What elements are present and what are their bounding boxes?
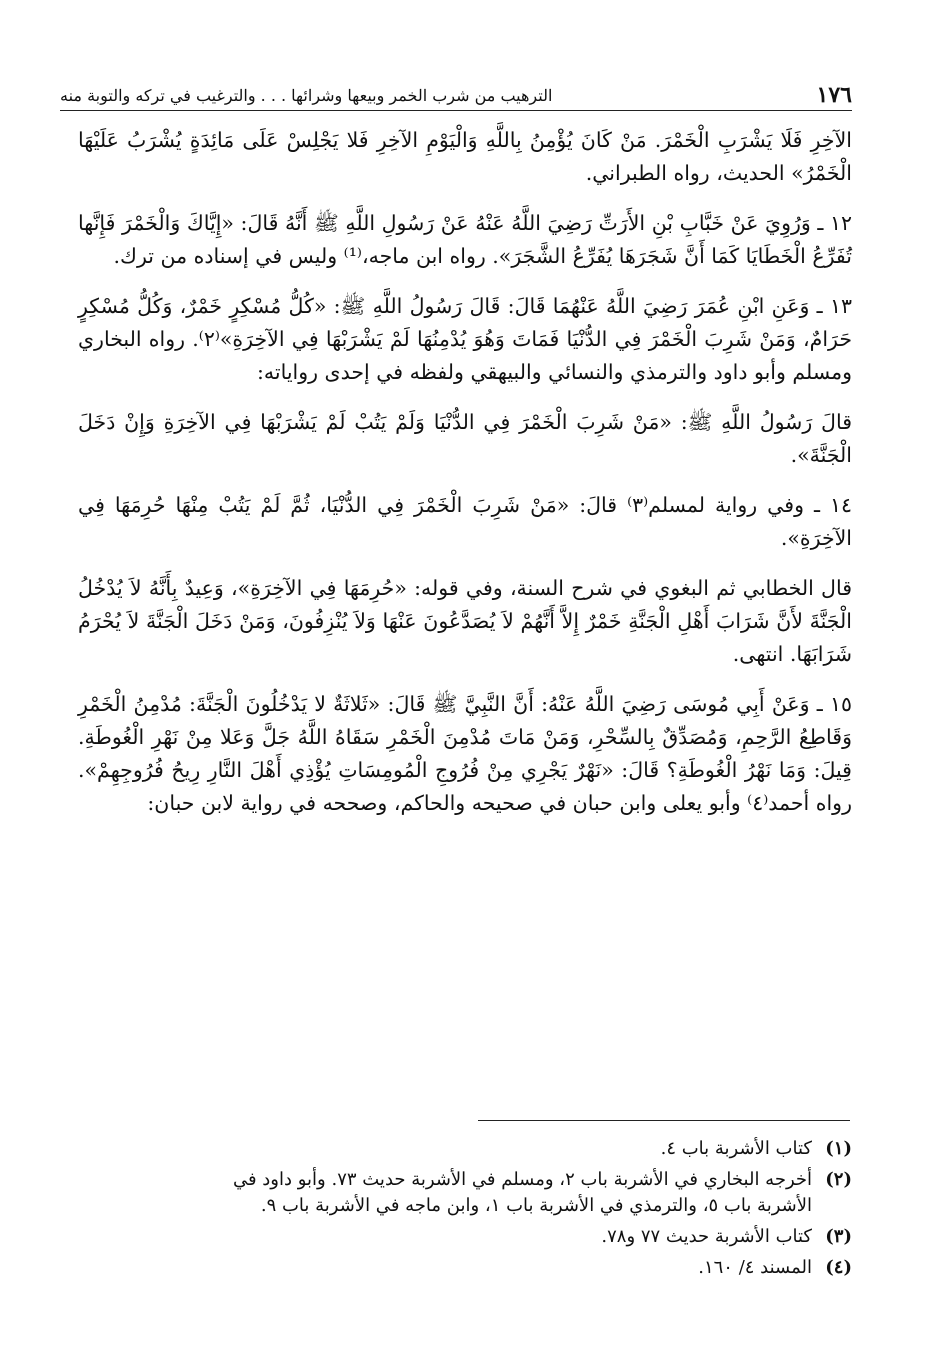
footnote-text: الأشربة باب ٥، والترمذي في الأشربة باب ١، وابن ماجه في الأشربة باب ٩.	[260, 1195, 812, 1216]
footnote	[70, 1136, 852, 1162]
footnote-number: (٣)	[825, 1226, 852, 1247]
footnote-text: المسند ٤/ ١٦٠.	[698, 1257, 812, 1278]
footnote-text: كتاب الأشربة حديث ٧٧ و٧٨.	[601, 1226, 812, 1247]
paragraph: الآخِرِ فَلَا يَشْرَبِ الْخَمْرَ. مَنْ كَانَ يُؤْمِنُ بِاللَّهِ وَالْيَوْمِ الآخِرِ فَلا يَجْلِسْ عَلَى مَائِدَةٍ يُشْرَبُ عَلَيْهَا الْخَمْرُ» الحديث، رواه الطبراني.	[78, 128, 852, 185]
footnotes	[70, 1136, 852, 1286]
footnote-number: (٤)	[825, 1257, 852, 1278]
paragraph: ١٢ ـ وَرُوِيَ عَنْ خَبَّابِ بْنِ الأَرَتِّ رَضِيَ اللَّهُ عَنْهُ عَنْ رَسُولِ اللَّهِ ﷺ أَنَّهُ قَالَ: «إِيَّاكَ وَالْخَمْرَ فَإِنَّها تُفَرِّعُ الْخَطَايَا كَمَا أَنَّ شَجَرَهَا يُفَرِّعُ الشَّجَرَ». رواه ابن ماجه،⁽¹⁾ وليس في إسناده من ترك.	[78, 211, 852, 268]
footnote-separator	[478, 1120, 850, 1121]
page-header	[60, 74, 852, 111]
main-text	[78, 124, 852, 837]
footnote-number: (١)	[825, 1138, 852, 1159]
footnote	[70, 1224, 852, 1250]
footnote-text: أخرجه البخاري في الأشربة باب ٢، ومسلم في الأشربة حديث ٧٣. وأبو داود في	[232, 1169, 812, 1190]
page-number: ١٧٦	[816, 82, 852, 108]
running-title: الترهيب من شرب الخمر وبيعها وشرائها . . . والترغيب في تركه والتوبة منه	[60, 86, 553, 105]
paragraph: ١٥ ـ وَعَنْ أَبِي مُوسَى رَضِيَ اللَّهُ عَنْهُ: أَنَّ النَّبِيَّ ﷺ قَالَ: «ثَلاثَةٌ لا يَدْخُلُونَ الْجَنَّةَ: مُدْمِنُ الْخَمْرِ وَقَاطِعُ الرَّحِمِ، وَمُصَدِّقٌ بِالسِّحْرِ، وَمَنْ مَاتَ مُدْمِنَ الْخَمْرِ سَقَاهُ اللَّهُ جَلَّ وَعَلا مِنْ نَهْرِ الْغُوطَةِ. قِيلَ: وَمَا نَهْرُ الْغُوطَةِ؟ قَالَ: «نَهْرٌ يَجْرِي مِنْ فُرُوجِ الْمُومِسَاتِ يُؤْذِي أَهْلَ النَّارِ رِيحُ فُرُوجِهِمْ». رواه أحمد⁽٤⁾ وأبو يعلى وابن حبان في صحيحه والحاكم، وصححه في رواية لابن حبان:	[78, 692, 852, 815]
footnote	[70, 1167, 852, 1219]
paragraph: ١٣ ـ وَعَنِ ابْنِ عُمَرَ رَضِيَ اللَّهُ عَنْهُمَا قَالَ: قَالَ رَسُولُ اللَّهِ ﷺ: «كُلُّ مُسْكِرٍ خَمْرٌ، وَكُلُّ مُسْكِرٍ حَرَامٌ، وَمَنْ شَرِبَ الْخَمْرَ فِي الدُّنْيَا فَمَاتَ وَهُوَ يُدْمِنُهَا لَمْ يَشْرَبْهَا فِي الآخِرَةِ»⁽٢⁾. رواه البخاري ومسلم وأبو داود والترمذي والنسائي والبيهقي ولفظه في إحدى رواياته:	[78, 294, 853, 384]
footnote-text: كتاب الأشربة باب ٤.	[660, 1138, 812, 1159]
footnote	[70, 1255, 852, 1281]
paragraph: قال الخطابي ثم البغوي في شرح السنة، وفي قوله: «حُرِمَهَا فِي الآخِرَةِ»، وَعِيدٌ بِأَنَّهُ لاَ يُدْخُلُ الْجَنَّةَ لأَنَّ شَرَابَ أَهْلِ الْجَنَّةِ خَمْرٌ إِلاَّ أَنَّهُمْ لاَ يُصَدَّعُونَ عَنْهَا وَلاَ يُنْزِفُونَ، وَمَنْ دَخَلَ الْجَنَّةَ لاَ يُحْرَمُ شَرَابَهَا. انتهى.	[78, 576, 852, 666]
paragraph: قالَ رَسُولُ اللَّهِ ﷺ: «مَنْ شَرِبَ الْخَمْرَ فِي الدُّنْيَا وَلَمْ يَتُبْ لَمْ يَشْرَبْهَا فِي الآخِرَةِ وَإِنْ دَخَلَ الْجَنَّةَ».	[78, 410, 852, 467]
footnote-number: (٢)	[825, 1169, 852, 1190]
paragraph: ١٤ ـ وفي رواية لمسلم⁽٣⁾ قالَ: «مَنْ شَرِبَ الْخَمْرَ فِي الدُّنْيَا، ثُمَّ لَمْ يَتُبْ مِنْهَا حُرِمَهَا فِي الآخِرَةِ».	[78, 493, 852, 550]
